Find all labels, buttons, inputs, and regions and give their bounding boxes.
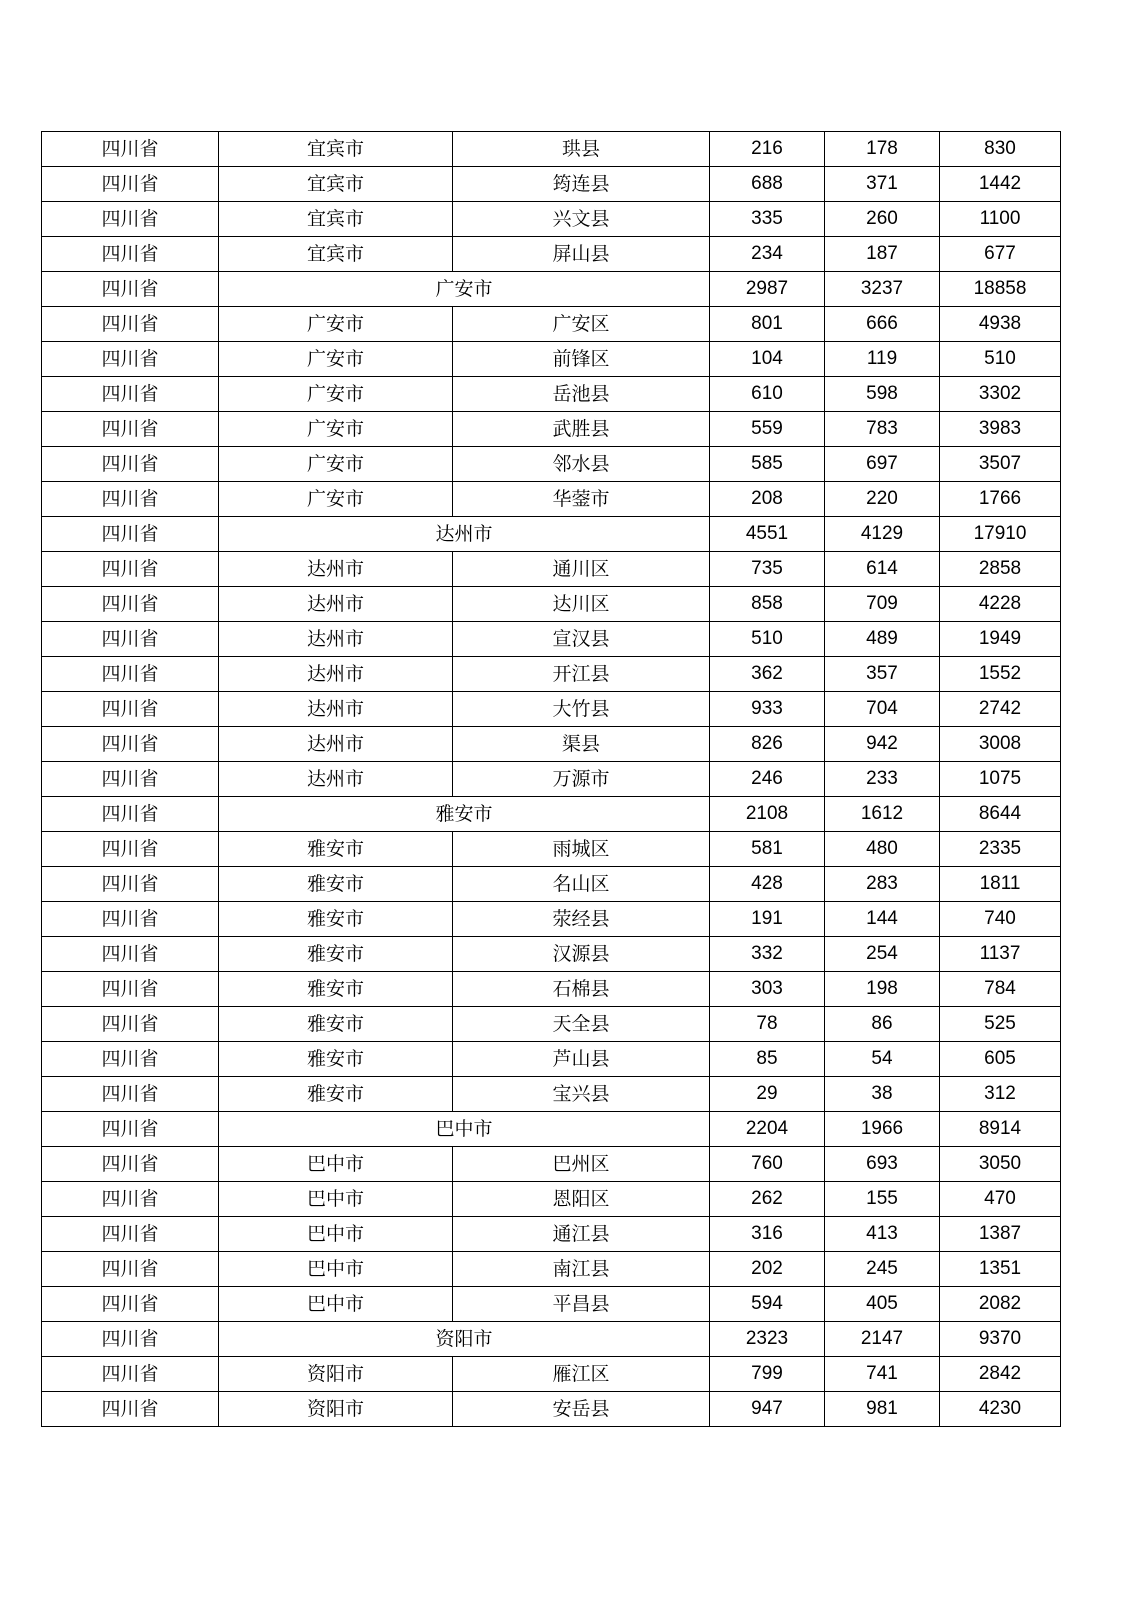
province-cell: 四川省 bbox=[42, 1007, 219, 1042]
value-3-cell: 1766 bbox=[940, 482, 1061, 517]
city-cell: 达州市 bbox=[219, 727, 453, 762]
value-1-cell: 362 bbox=[710, 657, 825, 692]
value-1-cell: 2108 bbox=[710, 797, 825, 832]
value-1-cell: 216 bbox=[710, 132, 825, 167]
value-2-cell: 357 bbox=[825, 657, 940, 692]
value-2-cell: 4129 bbox=[825, 517, 940, 552]
table-row bbox=[42, 1147, 1061, 1182]
value-1-cell: 202 bbox=[710, 1252, 825, 1287]
province-cell: 四川省 bbox=[42, 237, 219, 272]
table-row-city-subtotal bbox=[42, 797, 1061, 832]
value-1-cell: 335 bbox=[710, 202, 825, 237]
value-3-cell: 1075 bbox=[940, 762, 1061, 797]
value-1-cell: 826 bbox=[710, 727, 825, 762]
value-3-cell: 830 bbox=[940, 132, 1061, 167]
province-cell: 四川省 bbox=[42, 762, 219, 797]
province-cell: 四川省 bbox=[42, 342, 219, 377]
data-table bbox=[41, 131, 1061, 1427]
county-cell: 前锋区 bbox=[453, 342, 710, 377]
county-cell: 珙县 bbox=[453, 132, 710, 167]
value-2-cell: 233 bbox=[825, 762, 940, 797]
value-2-cell: 245 bbox=[825, 1252, 940, 1287]
county-cell: 南江县 bbox=[453, 1252, 710, 1287]
value-2-cell: 3237 bbox=[825, 272, 940, 307]
county-cell: 荥经县 bbox=[453, 902, 710, 937]
value-1-cell: 208 bbox=[710, 482, 825, 517]
city-cell: 达州市 bbox=[219, 552, 453, 587]
table-row bbox=[42, 657, 1061, 692]
city-cell: 雅安市 bbox=[219, 972, 453, 1007]
city-cell: 巴中市 bbox=[219, 1217, 453, 1252]
city-cell: 雅安市 bbox=[219, 902, 453, 937]
city-subtotal-cell: 雅安市 bbox=[219, 797, 710, 832]
province-cell: 四川省 bbox=[42, 1182, 219, 1217]
province-cell: 四川省 bbox=[42, 1322, 219, 1357]
value-3-cell: 740 bbox=[940, 902, 1061, 937]
city-cell: 达州市 bbox=[219, 692, 453, 727]
province-cell: 四川省 bbox=[42, 517, 219, 552]
city-cell: 雅安市 bbox=[219, 1077, 453, 1112]
value-1-cell: 316 bbox=[710, 1217, 825, 1252]
county-cell: 大竹县 bbox=[453, 692, 710, 727]
county-cell: 达川区 bbox=[453, 587, 710, 622]
county-cell: 巴州区 bbox=[453, 1147, 710, 1182]
value-2-cell: 697 bbox=[825, 447, 940, 482]
city-cell: 宜宾市 bbox=[219, 167, 453, 202]
county-cell: 邻水县 bbox=[453, 447, 710, 482]
value-2-cell: 666 bbox=[825, 307, 940, 342]
county-cell: 通江县 bbox=[453, 1217, 710, 1252]
city-cell: 雅安市 bbox=[219, 867, 453, 902]
city-cell: 雅安市 bbox=[219, 1007, 453, 1042]
table-row bbox=[42, 1007, 1061, 1042]
province-cell: 四川省 bbox=[42, 1252, 219, 1287]
table-body bbox=[42, 132, 1061, 1427]
province-cell: 四川省 bbox=[42, 412, 219, 447]
value-3-cell: 8914 bbox=[940, 1112, 1061, 1147]
value-2-cell: 614 bbox=[825, 552, 940, 587]
city-cell: 广安市 bbox=[219, 307, 453, 342]
value-3-cell: 3507 bbox=[940, 447, 1061, 482]
province-cell: 四川省 bbox=[42, 657, 219, 692]
value-1-cell: 262 bbox=[710, 1182, 825, 1217]
value-1-cell: 933 bbox=[710, 692, 825, 727]
value-2-cell: 260 bbox=[825, 202, 940, 237]
province-cell: 四川省 bbox=[42, 202, 219, 237]
city-cell: 达州市 bbox=[219, 587, 453, 622]
value-2-cell: 981 bbox=[825, 1392, 940, 1427]
table-row bbox=[42, 587, 1061, 622]
value-1-cell: 799 bbox=[710, 1357, 825, 1392]
province-cell: 四川省 bbox=[42, 972, 219, 1007]
province-cell: 四川省 bbox=[42, 797, 219, 832]
value-2-cell: 144 bbox=[825, 902, 940, 937]
table-row bbox=[42, 972, 1061, 1007]
county-cell: 筠连县 bbox=[453, 167, 710, 202]
value-2-cell: 86 bbox=[825, 1007, 940, 1042]
value-1-cell: 2987 bbox=[710, 272, 825, 307]
data-table-container bbox=[41, 131, 1061, 1427]
value-2-cell: 1612 bbox=[825, 797, 940, 832]
value-3-cell: 1387 bbox=[940, 1217, 1061, 1252]
city-cell: 资阳市 bbox=[219, 1392, 453, 1427]
province-cell: 四川省 bbox=[42, 692, 219, 727]
value-2-cell: 187 bbox=[825, 237, 940, 272]
province-cell: 四川省 bbox=[42, 622, 219, 657]
value-1-cell: 332 bbox=[710, 937, 825, 972]
city-cell: 广安市 bbox=[219, 412, 453, 447]
value-3-cell: 3983 bbox=[940, 412, 1061, 447]
province-cell: 四川省 bbox=[42, 1042, 219, 1077]
county-cell: 屏山县 bbox=[453, 237, 710, 272]
province-cell: 四川省 bbox=[42, 727, 219, 762]
value-2-cell: 693 bbox=[825, 1147, 940, 1182]
table-row bbox=[42, 1217, 1061, 1252]
county-cell: 石棉县 bbox=[453, 972, 710, 1007]
value-1-cell: 801 bbox=[710, 307, 825, 342]
table-row bbox=[42, 832, 1061, 867]
city-cell: 达州市 bbox=[219, 657, 453, 692]
county-cell: 雁江区 bbox=[453, 1357, 710, 1392]
county-cell: 通川区 bbox=[453, 552, 710, 587]
city-cell: 广安市 bbox=[219, 447, 453, 482]
value-3-cell: 8644 bbox=[940, 797, 1061, 832]
table-row bbox=[42, 377, 1061, 412]
table-row bbox=[42, 1077, 1061, 1112]
table-row bbox=[42, 132, 1061, 167]
value-3-cell: 677 bbox=[940, 237, 1061, 272]
table-row bbox=[42, 692, 1061, 727]
value-3-cell: 9370 bbox=[940, 1322, 1061, 1357]
city-subtotal-cell: 资阳市 bbox=[219, 1322, 710, 1357]
table-row bbox=[42, 1252, 1061, 1287]
value-2-cell: 220 bbox=[825, 482, 940, 517]
city-cell: 资阳市 bbox=[219, 1357, 453, 1392]
value-1-cell: 85 bbox=[710, 1042, 825, 1077]
city-cell: 广安市 bbox=[219, 482, 453, 517]
city-subtotal-cell: 达州市 bbox=[219, 517, 710, 552]
value-2-cell: 54 bbox=[825, 1042, 940, 1077]
value-2-cell: 413 bbox=[825, 1217, 940, 1252]
value-1-cell: 559 bbox=[710, 412, 825, 447]
value-3-cell: 2742 bbox=[940, 692, 1061, 727]
city-cell: 宜宾市 bbox=[219, 132, 453, 167]
city-cell: 广安市 bbox=[219, 377, 453, 412]
value-3-cell: 1137 bbox=[940, 937, 1061, 972]
value-3-cell: 3008 bbox=[940, 727, 1061, 762]
value-1-cell: 428 bbox=[710, 867, 825, 902]
value-2-cell: 1966 bbox=[825, 1112, 940, 1147]
province-cell: 四川省 bbox=[42, 482, 219, 517]
province-cell: 四川省 bbox=[42, 552, 219, 587]
county-cell: 万源市 bbox=[453, 762, 710, 797]
value-3-cell: 2335 bbox=[940, 832, 1061, 867]
province-cell: 四川省 bbox=[42, 1357, 219, 1392]
county-cell: 岳池县 bbox=[453, 377, 710, 412]
value-2-cell: 405 bbox=[825, 1287, 940, 1322]
table-row bbox=[42, 237, 1061, 272]
value-1-cell: 688 bbox=[710, 167, 825, 202]
value-2-cell: 741 bbox=[825, 1357, 940, 1392]
value-3-cell: 1811 bbox=[940, 867, 1061, 902]
value-3-cell: 784 bbox=[940, 972, 1061, 1007]
value-1-cell: 2323 bbox=[710, 1322, 825, 1357]
value-1-cell: 234 bbox=[710, 237, 825, 272]
table-row bbox=[42, 1287, 1061, 1322]
value-1-cell: 2204 bbox=[710, 1112, 825, 1147]
table-row bbox=[42, 902, 1061, 937]
value-1-cell: 246 bbox=[710, 762, 825, 797]
value-1-cell: 510 bbox=[710, 622, 825, 657]
value-2-cell: 942 bbox=[825, 727, 940, 762]
table-row-city-subtotal bbox=[42, 1322, 1061, 1357]
value-3-cell: 3050 bbox=[940, 1147, 1061, 1182]
county-cell: 汉源县 bbox=[453, 937, 710, 972]
city-cell: 巴中市 bbox=[219, 1182, 453, 1217]
table-row bbox=[42, 167, 1061, 202]
city-cell: 雅安市 bbox=[219, 1042, 453, 1077]
city-cell: 巴中市 bbox=[219, 1147, 453, 1182]
table-row bbox=[42, 1182, 1061, 1217]
county-cell: 雨城区 bbox=[453, 832, 710, 867]
value-3-cell: 17910 bbox=[940, 517, 1061, 552]
table-row bbox=[42, 1042, 1061, 1077]
province-cell: 四川省 bbox=[42, 902, 219, 937]
table-row bbox=[42, 447, 1061, 482]
value-2-cell: 371 bbox=[825, 167, 940, 202]
county-cell: 平昌县 bbox=[453, 1287, 710, 1322]
county-cell: 名山区 bbox=[453, 867, 710, 902]
value-3-cell: 2082 bbox=[940, 1287, 1061, 1322]
value-1-cell: 858 bbox=[710, 587, 825, 622]
province-cell: 四川省 bbox=[42, 272, 219, 307]
value-2-cell: 598 bbox=[825, 377, 940, 412]
value-3-cell: 2842 bbox=[940, 1357, 1061, 1392]
value-2-cell: 155 bbox=[825, 1182, 940, 1217]
table-row-city-subtotal bbox=[42, 1112, 1061, 1147]
province-cell: 四川省 bbox=[42, 937, 219, 972]
table-row bbox=[42, 412, 1061, 447]
value-3-cell: 470 bbox=[940, 1182, 1061, 1217]
table-row-city-subtotal bbox=[42, 272, 1061, 307]
table-row bbox=[42, 552, 1061, 587]
value-2-cell: 704 bbox=[825, 692, 940, 727]
province-cell: 四川省 bbox=[42, 377, 219, 412]
value-3-cell: 605 bbox=[940, 1042, 1061, 1077]
value-1-cell: 581 bbox=[710, 832, 825, 867]
value-2-cell: 489 bbox=[825, 622, 940, 657]
table-row bbox=[42, 1357, 1061, 1392]
value-3-cell: 2858 bbox=[940, 552, 1061, 587]
county-cell: 武胜县 bbox=[453, 412, 710, 447]
province-cell: 四川省 bbox=[42, 1147, 219, 1182]
city-cell: 广安市 bbox=[219, 342, 453, 377]
value-3-cell: 4228 bbox=[940, 587, 1061, 622]
province-cell: 四川省 bbox=[42, 167, 219, 202]
value-3-cell: 510 bbox=[940, 342, 1061, 377]
table-row bbox=[42, 937, 1061, 972]
province-cell: 四川省 bbox=[42, 1287, 219, 1322]
value-3-cell: 1552 bbox=[940, 657, 1061, 692]
city-cell: 达州市 bbox=[219, 622, 453, 657]
county-cell: 宣汉县 bbox=[453, 622, 710, 657]
value-2-cell: 2147 bbox=[825, 1322, 940, 1357]
value-3-cell: 525 bbox=[940, 1007, 1061, 1042]
value-3-cell: 1949 bbox=[940, 622, 1061, 657]
value-3-cell: 4230 bbox=[940, 1392, 1061, 1427]
county-cell: 安岳县 bbox=[453, 1392, 710, 1427]
value-2-cell: 254 bbox=[825, 937, 940, 972]
value-3-cell: 3302 bbox=[940, 377, 1061, 412]
value-2-cell: 709 bbox=[825, 587, 940, 622]
table-row bbox=[42, 307, 1061, 342]
province-cell: 四川省 bbox=[42, 832, 219, 867]
value-3-cell: 1351 bbox=[940, 1252, 1061, 1287]
county-cell: 渠县 bbox=[453, 727, 710, 762]
value-1-cell: 585 bbox=[710, 447, 825, 482]
table-row-city-subtotal bbox=[42, 517, 1061, 552]
table-row bbox=[42, 1392, 1061, 1427]
value-3-cell: 18858 bbox=[940, 272, 1061, 307]
value-2-cell: 480 bbox=[825, 832, 940, 867]
city-cell: 宜宾市 bbox=[219, 237, 453, 272]
county-cell: 芦山县 bbox=[453, 1042, 710, 1077]
city-cell: 巴中市 bbox=[219, 1252, 453, 1287]
value-1-cell: 947 bbox=[710, 1392, 825, 1427]
value-2-cell: 38 bbox=[825, 1077, 940, 1112]
county-cell: 开江县 bbox=[453, 657, 710, 692]
value-1-cell: 78 bbox=[710, 1007, 825, 1042]
province-cell: 四川省 bbox=[42, 132, 219, 167]
value-1-cell: 29 bbox=[710, 1077, 825, 1112]
value-1-cell: 191 bbox=[710, 902, 825, 937]
value-3-cell: 4938 bbox=[940, 307, 1061, 342]
city-cell: 巴中市 bbox=[219, 1287, 453, 1322]
county-cell: 华蓥市 bbox=[453, 482, 710, 517]
value-1-cell: 735 bbox=[710, 552, 825, 587]
city-cell: 达州市 bbox=[219, 762, 453, 797]
value-2-cell: 119 bbox=[825, 342, 940, 377]
value-3-cell: 312 bbox=[940, 1077, 1061, 1112]
value-1-cell: 760 bbox=[710, 1147, 825, 1182]
city-cell: 雅安市 bbox=[219, 937, 453, 972]
city-subtotal-cell: 广安市 bbox=[219, 272, 710, 307]
province-cell: 四川省 bbox=[42, 307, 219, 342]
value-2-cell: 783 bbox=[825, 412, 940, 447]
table-row bbox=[42, 202, 1061, 237]
table-row bbox=[42, 867, 1061, 902]
value-2-cell: 178 bbox=[825, 132, 940, 167]
value-3-cell: 1442 bbox=[940, 167, 1061, 202]
value-3-cell: 1100 bbox=[940, 202, 1061, 237]
province-cell: 四川省 bbox=[42, 1077, 219, 1112]
value-1-cell: 610 bbox=[710, 377, 825, 412]
city-cell: 宜宾市 bbox=[219, 202, 453, 237]
province-cell: 四川省 bbox=[42, 587, 219, 622]
table-row bbox=[42, 622, 1061, 657]
county-cell: 广安区 bbox=[453, 307, 710, 342]
table-row bbox=[42, 482, 1061, 517]
county-cell: 宝兴县 bbox=[453, 1077, 710, 1112]
value-1-cell: 594 bbox=[710, 1287, 825, 1322]
county-cell: 天全县 bbox=[453, 1007, 710, 1042]
province-cell: 四川省 bbox=[42, 1217, 219, 1252]
table-row bbox=[42, 727, 1061, 762]
county-cell: 兴文县 bbox=[453, 202, 710, 237]
value-1-cell: 104 bbox=[710, 342, 825, 377]
city-cell: 雅安市 bbox=[219, 832, 453, 867]
province-cell: 四川省 bbox=[42, 1112, 219, 1147]
value-2-cell: 283 bbox=[825, 867, 940, 902]
province-cell: 四川省 bbox=[42, 867, 219, 902]
province-cell: 四川省 bbox=[42, 447, 219, 482]
city-subtotal-cell: 巴中市 bbox=[219, 1112, 710, 1147]
province-cell: 四川省 bbox=[42, 1392, 219, 1427]
value-1-cell: 4551 bbox=[710, 517, 825, 552]
table-row bbox=[42, 762, 1061, 797]
value-2-cell: 198 bbox=[825, 972, 940, 1007]
table-row bbox=[42, 342, 1061, 377]
value-1-cell: 303 bbox=[710, 972, 825, 1007]
county-cell: 恩阳区 bbox=[453, 1182, 710, 1217]
